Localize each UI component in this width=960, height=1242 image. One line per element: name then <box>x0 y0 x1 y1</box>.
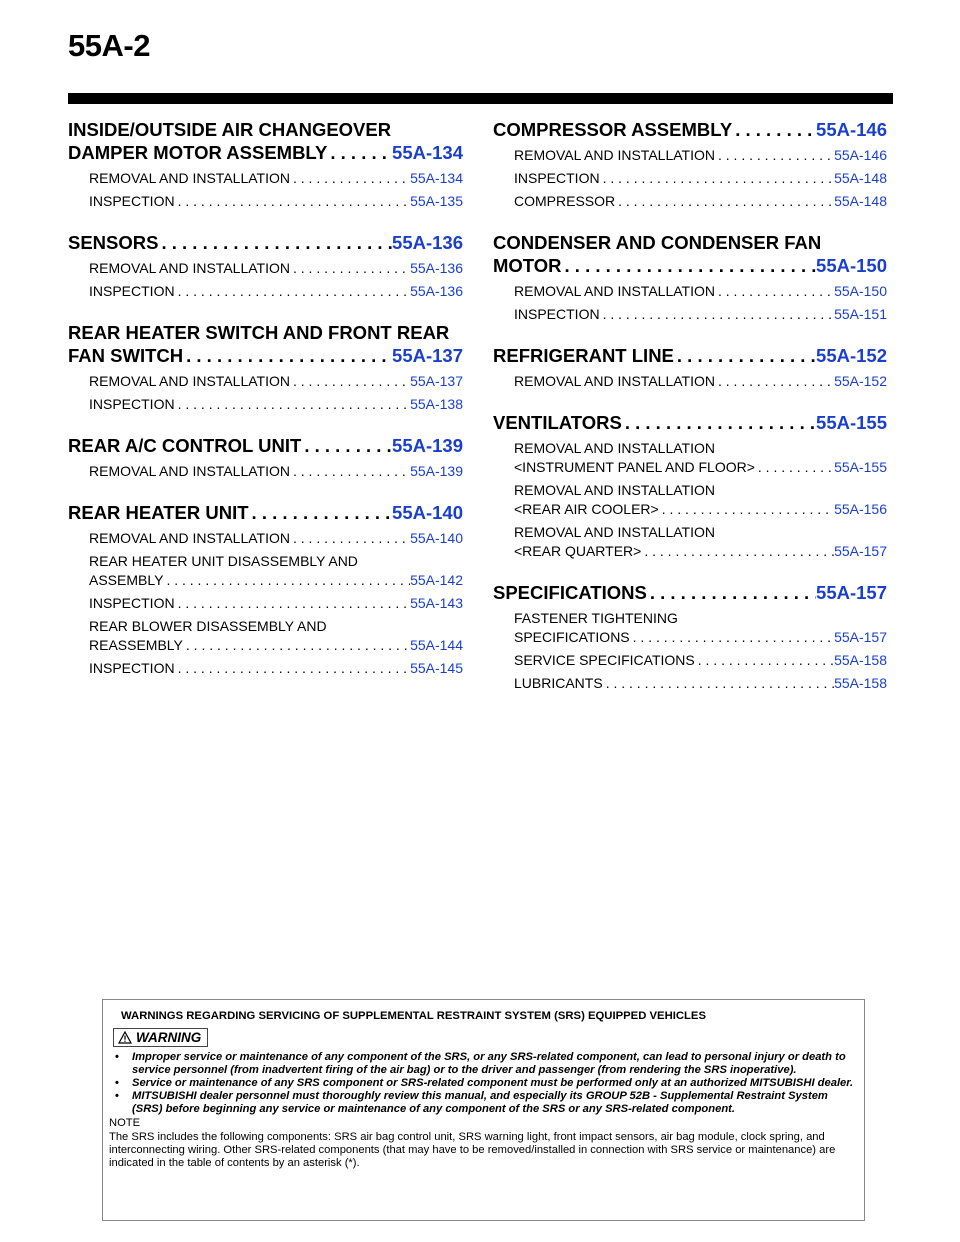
item-page-ref[interactable]: 55A-144 <box>410 637 463 653</box>
toc-item <box>514 282 887 301</box>
item-page-ref[interactable]: 55A-158 <box>834 652 887 668</box>
leader-dots <box>562 254 817 277</box>
toc-item <box>514 372 887 391</box>
item-label: INSPECTION <box>89 283 175 299</box>
item-row <box>514 282 887 301</box>
item-row <box>89 192 463 211</box>
leader-dots <box>732 118 816 141</box>
item-row <box>514 651 887 670</box>
item-page-ref[interactable]: 55A-157 <box>834 629 887 645</box>
toc-item <box>89 395 463 414</box>
warning-bullet-text: Improper service or maintenance of any component of the SRS, or any SRS-related component, can lead to personal injury or death to service personnel (from inadvertent firing of the air bag) or to the driver and passenger (from rendering the SRS inoperative). <box>132 1051 846 1076</box>
leader-dots <box>158 231 392 254</box>
toc-item <box>514 481 887 519</box>
warning-bullet <box>109 1051 858 1077</box>
section-title-row <box>493 581 887 604</box>
leader-dots <box>674 344 816 367</box>
item-row <box>89 259 463 278</box>
leader-dots <box>327 141 392 164</box>
item-label: REASSEMBLY <box>89 637 183 653</box>
item-row <box>514 500 887 519</box>
toc-item <box>89 259 463 278</box>
section-page-ref[interactable]: 55A-140 <box>392 502 463 523</box>
item-row <box>514 458 887 477</box>
item-row <box>514 674 887 693</box>
item-label-line: REMOVAL AND INSTALLATION <box>514 524 715 540</box>
toc-section <box>68 118 463 211</box>
toc-section <box>493 344 887 391</box>
toc-section <box>68 321 463 414</box>
item-page-ref[interactable]: 55A-151 <box>834 306 887 322</box>
item-label-line: REAR BLOWER DISASSEMBLY AND <box>89 618 327 634</box>
section-items <box>68 164 463 211</box>
bullet-glyph: • <box>115 1090 119 1102</box>
section-heading <box>68 118 463 164</box>
item-row <box>514 146 887 165</box>
section-page-ref[interactable]: 55A-155 <box>816 412 887 433</box>
toc-right-column <box>493 118 887 713</box>
warning-bullet-list <box>109 1051 858 1116</box>
section-items <box>493 434 887 561</box>
leader-dots <box>659 500 834 519</box>
section-title-line: CONDENSER AND CONDENSER FAN <box>493 232 822 253</box>
item-row <box>89 529 463 548</box>
item-label: REMOVAL AND INSTALLATION <box>514 283 715 299</box>
item-label-line: FASTENER TIGHTENING <box>514 610 678 626</box>
section-page-ref[interactable]: 55A-134 <box>392 142 463 163</box>
section-title-row <box>68 434 463 457</box>
section-title: SENSORS <box>68 232 159 253</box>
leader-dots <box>175 659 410 678</box>
warning-badge-label: WARNING <box>136 1030 202 1045</box>
section-title-row <box>68 344 463 367</box>
item-page-ref[interactable]: 55A-134 <box>410 170 463 186</box>
item-page-ref[interactable]: 55A-145 <box>410 660 463 676</box>
toc-item <box>89 372 463 391</box>
item-page-ref[interactable]: 55A-142 <box>410 572 463 588</box>
section-page-ref[interactable]: 55A-139 <box>392 435 463 456</box>
toc-item <box>89 552 463 590</box>
leader-dots <box>290 372 410 391</box>
item-label: REMOVAL AND INSTALLATION <box>514 147 715 163</box>
toc-section <box>493 411 887 561</box>
item-label: REMOVAL AND INSTALLATION <box>89 530 290 546</box>
toc-section <box>68 231 463 301</box>
item-page-ref[interactable]: 55A-138 <box>410 396 463 412</box>
toc-item <box>514 523 887 561</box>
toc-section <box>68 501 463 678</box>
item-label: INSPECTION <box>89 595 175 611</box>
item-page-ref[interactable]: 55A-143 <box>410 595 463 611</box>
section-title-row <box>493 411 887 434</box>
item-row <box>514 192 887 211</box>
warning-bullet-text: Service or maintenance of any SRS component or SRS-related component must be performed only at an authorized MITSUBISHI dealer. <box>132 1077 854 1089</box>
item-label-line: REMOVAL AND INSTALLATION <box>514 482 715 498</box>
item-page-ref[interactable]: 55A-139 <box>410 463 463 479</box>
toc-item <box>89 169 463 188</box>
item-row <box>89 282 463 301</box>
leader-dots <box>755 458 834 477</box>
section-title-row <box>493 118 887 141</box>
section-title-line: INSIDE/OUTSIDE AIR CHANGEOVER <box>68 119 392 140</box>
item-label: REMOVAL AND INSTALLATION <box>514 373 715 389</box>
section-heading <box>493 344 887 367</box>
section-title-line: REAR HEATER SWITCH AND FRONT REAR <box>68 322 450 343</box>
section-items <box>493 141 887 211</box>
leader-dots <box>600 169 834 188</box>
item-page-ref[interactable]: 55A-136 <box>410 260 463 276</box>
section-title: FAN SWITCH <box>68 345 184 366</box>
section-items <box>493 277 887 324</box>
section-items <box>493 604 887 693</box>
item-page-ref[interactable]: 55A-150 <box>834 283 887 299</box>
toc-section <box>493 118 887 211</box>
item-row <box>514 628 887 647</box>
toc-section <box>68 434 463 481</box>
section-page-ref[interactable]: 55A-157 <box>816 582 887 603</box>
item-page-ref[interactable]: 55A-140 <box>410 530 463 546</box>
srs-warning-box <box>102 999 865 1221</box>
section-items <box>68 254 463 301</box>
leader-dots <box>249 501 392 524</box>
toc-item <box>514 169 887 188</box>
bullet-glyph: • <box>115 1051 119 1063</box>
item-label: INSPECTION <box>89 193 175 209</box>
leader-dots <box>163 571 410 590</box>
item-label-line: REMOVAL AND INSTALLATION <box>514 440 715 456</box>
toc-item <box>89 462 463 481</box>
section-title-row <box>493 344 887 367</box>
leader-dots <box>647 581 816 604</box>
toc-item <box>89 617 463 655</box>
leader-dots <box>183 636 410 655</box>
item-page-ref[interactable]: 55A-148 <box>834 170 887 186</box>
item-label: INSPECTION <box>514 306 600 322</box>
leader-dots <box>175 594 410 613</box>
toc-left-column <box>68 118 463 698</box>
item-label: <REAR QUARTER> <box>514 543 642 559</box>
item-row <box>89 395 463 414</box>
item-label: SERVICE SPECIFICATIONS <box>514 652 695 668</box>
section-items <box>493 367 887 391</box>
leader-dots <box>290 462 410 481</box>
section-page-ref[interactable]: 55A-136 <box>392 232 463 253</box>
toc-item <box>514 651 887 670</box>
item-page-ref[interactable]: 55A-135 <box>410 193 463 209</box>
warning-bullet-text: MITSUBISHI dealer personnel must thoroughly review this manual, and especially its GROUP 52B - Supplemental Restraint System (SRS) before beginning any service or maintenance of any component of the SRS or any SRS-related component. <box>132 1090 828 1115</box>
item-label: ASSEMBLY <box>89 572 164 588</box>
item-row <box>514 372 887 391</box>
item-label: REMOVAL AND INSTALLATION <box>89 260 290 276</box>
item-row <box>89 659 463 678</box>
item-label: COMPRESSOR <box>514 193 616 209</box>
leader-dots <box>183 344 392 367</box>
section-heading <box>493 411 887 434</box>
section-title: VENTILATORS <box>493 412 622 433</box>
section-heading <box>493 118 887 141</box>
section-title: REFRIGERANT LINE <box>493 345 674 366</box>
item-page-ref[interactable]: 55A-158 <box>834 675 887 691</box>
warning-bullet <box>109 1090 858 1116</box>
leader-dots <box>290 169 410 188</box>
section-page-ref[interactable]: 55A-152 <box>816 345 887 366</box>
item-label-line: REAR HEATER UNIT DISASSEMBLY AND <box>89 553 358 569</box>
item-label: INSPECTION <box>89 396 175 412</box>
section-title: DAMPER MOTOR ASSEMBLY <box>68 142 328 163</box>
item-row <box>514 169 887 188</box>
item-row <box>89 636 463 655</box>
item-row <box>89 571 463 590</box>
toc-item <box>514 146 887 165</box>
item-row <box>89 372 463 391</box>
toc-item <box>514 609 887 647</box>
item-row <box>89 462 463 481</box>
item-label: INSPECTION <box>514 170 600 186</box>
item-page-ref[interactable]: 55A-152 <box>834 373 887 389</box>
section-items <box>68 524 463 678</box>
section-title-row <box>68 501 463 524</box>
leader-dots <box>175 192 410 211</box>
section-heading <box>68 501 463 524</box>
leader-dots <box>600 305 834 324</box>
item-row <box>514 305 887 324</box>
item-page-ref[interactable]: 55A-136 <box>410 283 463 299</box>
leader-dots <box>715 372 834 391</box>
item-label: <REAR AIR COOLER> <box>514 501 659 517</box>
leader-dots <box>615 192 834 211</box>
toc-item <box>514 439 887 477</box>
toc-item <box>514 674 887 693</box>
leader-dots <box>175 395 410 414</box>
item-label: SPECIFICATIONS <box>514 629 630 645</box>
section-title: COMPRESSOR ASSEMBLY <box>493 119 733 140</box>
section-title: REAR A/C CONTROL UNIT <box>68 435 302 456</box>
item-page-ref[interactable]: 55A-157 <box>834 543 887 559</box>
leader-dots <box>175 282 410 301</box>
item-label: <INSTRUMENT PANEL AND FLOOR> <box>514 459 755 475</box>
item-page-ref[interactable]: 55A-146 <box>834 147 887 163</box>
header-rule <box>68 93 893 104</box>
section-page-ref[interactable]: 55A-150 <box>816 255 887 276</box>
item-page-ref[interactable]: 55A-156 <box>834 501 887 517</box>
page-number: 55A-2 <box>68 28 150 63</box>
toc-item <box>514 305 887 324</box>
item-row <box>514 542 887 561</box>
bullet-glyph: • <box>115 1077 119 1089</box>
toc-section <box>493 231 887 324</box>
section-page-ref[interactable]: 55A-146 <box>816 119 887 140</box>
section-items <box>68 457 463 481</box>
leader-dots <box>715 146 834 165</box>
leader-dots <box>715 282 834 301</box>
toc-item <box>89 282 463 301</box>
item-page-ref[interactable]: 55A-137 <box>410 373 463 389</box>
toc-section <box>493 581 887 693</box>
item-row <box>89 169 463 188</box>
warning-title: WARNINGS REGARDING SERVICING OF SUPPLEMENTAL RESTRAINT SYSTEM (SRS) EQUIPPED VEHICLES <box>121 1010 706 1022</box>
section-title: REAR HEATER UNIT <box>68 502 249 523</box>
section-heading <box>68 321 463 367</box>
section-title-row <box>68 231 463 254</box>
toc-item <box>89 192 463 211</box>
toc-item <box>89 659 463 678</box>
toc-item <box>89 594 463 613</box>
section-items <box>68 367 463 414</box>
toc-item <box>514 192 887 211</box>
section-title-row <box>493 254 887 277</box>
item-row <box>89 594 463 613</box>
leader-dots <box>301 434 392 457</box>
leader-dots <box>622 411 816 434</box>
item-label: REMOVAL AND INSTALLATION <box>89 373 290 389</box>
leader-dots <box>290 529 410 548</box>
section-heading <box>493 231 887 277</box>
note-label: NOTE <box>109 1117 141 1129</box>
warning-badge <box>113 1028 208 1047</box>
warning-bullet <box>109 1077 858 1090</box>
section-heading <box>68 434 463 457</box>
leader-dots <box>290 259 410 278</box>
leader-dots <box>630 628 834 647</box>
item-label: REMOVAL AND INSTALLATION <box>89 463 290 479</box>
section-heading <box>68 231 463 254</box>
leader-dots <box>641 542 834 561</box>
warning-triangle-icon <box>118 1031 132 1044</box>
item-page-ref[interactable]: 55A-148 <box>834 193 887 209</box>
item-label: REMOVAL AND INSTALLATION <box>89 170 290 186</box>
item-page-ref[interactable]: 55A-155 <box>834 459 887 475</box>
section-heading <box>493 581 887 604</box>
item-label: INSPECTION <box>89 660 175 676</box>
leader-dots <box>695 651 834 670</box>
section-title: MOTOR <box>493 255 562 276</box>
section-page-ref[interactable]: 55A-137 <box>392 345 463 366</box>
note-text: The SRS includes the following components: SRS air bag control unit, SRS warning light, front impact sensors, air bag module, clock spring, and interconnecting wiring. Other SRS-related components (that may have to be removed/installed in connection with SRS service or maintenance) are indicated in the table of contents by an asterisk (*). <box>109 1131 836 1169</box>
section-title: SPECIFICATIONS <box>493 582 647 603</box>
toc-item <box>89 529 463 548</box>
section-title-row <box>68 141 463 164</box>
item-label: LUBRICANTS <box>514 675 603 691</box>
leader-dots <box>603 674 834 693</box>
